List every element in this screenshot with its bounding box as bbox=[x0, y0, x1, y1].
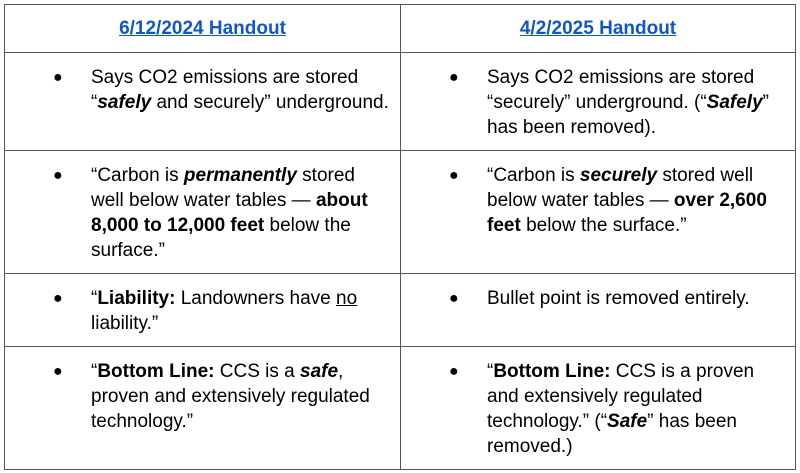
text-run: “ bbox=[91, 361, 98, 382]
text-run: securely bbox=[579, 165, 658, 186]
text-run: below the surface.” bbox=[520, 215, 687, 236]
table-cell bbox=[401, 151, 796, 274]
header-row bbox=[5, 5, 796, 53]
text-run: ” has been removed.) bbox=[487, 411, 737, 457]
text-run: “ bbox=[487, 361, 494, 382]
text-run: Says CO2 emissions are stored “securely” underground. (“ bbox=[487, 67, 755, 113]
text-run: Bottom Line: bbox=[97, 361, 215, 382]
table-row bbox=[5, 53, 796, 151]
table-cell bbox=[401, 53, 796, 151]
link-handout-2024[interactable]: 6/12/2024 Handout bbox=[119, 17, 286, 39]
cell-text bbox=[91, 65, 390, 115]
table-cell bbox=[401, 274, 796, 347]
table-row bbox=[5, 151, 796, 274]
bullet-icon: ● bbox=[449, 69, 459, 86]
text-run: and securely” underground. bbox=[151, 92, 389, 113]
bullet-icon: ● bbox=[53, 290, 63, 307]
text-run: safely bbox=[97, 92, 152, 113]
cell-text bbox=[91, 286, 390, 336]
text-run: Bullet point is removed entirely. bbox=[487, 288, 750, 309]
text-run: , proven and extensively regulated technology.” bbox=[91, 361, 370, 432]
text-run: ” has been removed). bbox=[487, 92, 769, 138]
text-run: below the surface.” bbox=[91, 215, 351, 261]
text-run: Liability: bbox=[97, 288, 176, 309]
table-cell bbox=[5, 347, 401, 470]
text-run: liability.” bbox=[91, 313, 159, 334]
cell-text bbox=[487, 286, 785, 311]
cell-text bbox=[91, 359, 390, 434]
text-run: Safe bbox=[607, 411, 648, 432]
text-run: permanently bbox=[183, 165, 297, 186]
table-cell bbox=[5, 274, 401, 347]
cell-text bbox=[487, 359, 785, 459]
text-run: stored well below water tables — bbox=[91, 165, 355, 211]
link-handout-2025[interactable]: 4/2/2025 Handout bbox=[519, 17, 677, 39]
table-row bbox=[5, 274, 796, 347]
text-run: CCS is a proven and extensively regulated technology.” (“ bbox=[487, 361, 755, 432]
table-cell bbox=[5, 53, 401, 151]
cell-text bbox=[487, 163, 785, 238]
bullet-icon: ● bbox=[53, 69, 63, 86]
text-run: over 2,600 feet bbox=[487, 190, 767, 236]
handout-comparison-table bbox=[4, 4, 796, 470]
text-run: “Carbon is bbox=[487, 165, 580, 186]
bullet-icon: ● bbox=[53, 167, 63, 184]
bullet-icon: ● bbox=[449, 363, 459, 380]
text-run: CCS is a bbox=[214, 361, 301, 382]
text-run: stored well below water tables — bbox=[487, 165, 754, 211]
bullet-icon: ● bbox=[53, 363, 63, 380]
text-run: no bbox=[336, 288, 358, 309]
text-run: Bottom Line: bbox=[493, 361, 611, 382]
text-run: safe bbox=[300, 361, 339, 382]
header-cell-2025 bbox=[401, 5, 796, 53]
header-cell-2024 bbox=[5, 5, 401, 53]
text-run: “ bbox=[91, 288, 98, 309]
cell-text bbox=[91, 163, 390, 263]
text-run: Says CO2 emissions are stored “ bbox=[91, 67, 359, 113]
comparison-table-container bbox=[4, 4, 795, 466]
text-run: Landowners have bbox=[175, 288, 337, 309]
text-run: “Carbon is bbox=[91, 165, 184, 186]
cell-text bbox=[487, 65, 785, 140]
bullet-icon: ● bbox=[449, 167, 459, 184]
text-run: Safely bbox=[706, 92, 763, 113]
text-run: about 8,000 to 12,000 feet bbox=[91, 190, 368, 236]
bullet-icon: ● bbox=[449, 290, 459, 307]
table-cell bbox=[5, 151, 401, 274]
table-row bbox=[5, 347, 796, 470]
table-cell bbox=[401, 347, 796, 470]
